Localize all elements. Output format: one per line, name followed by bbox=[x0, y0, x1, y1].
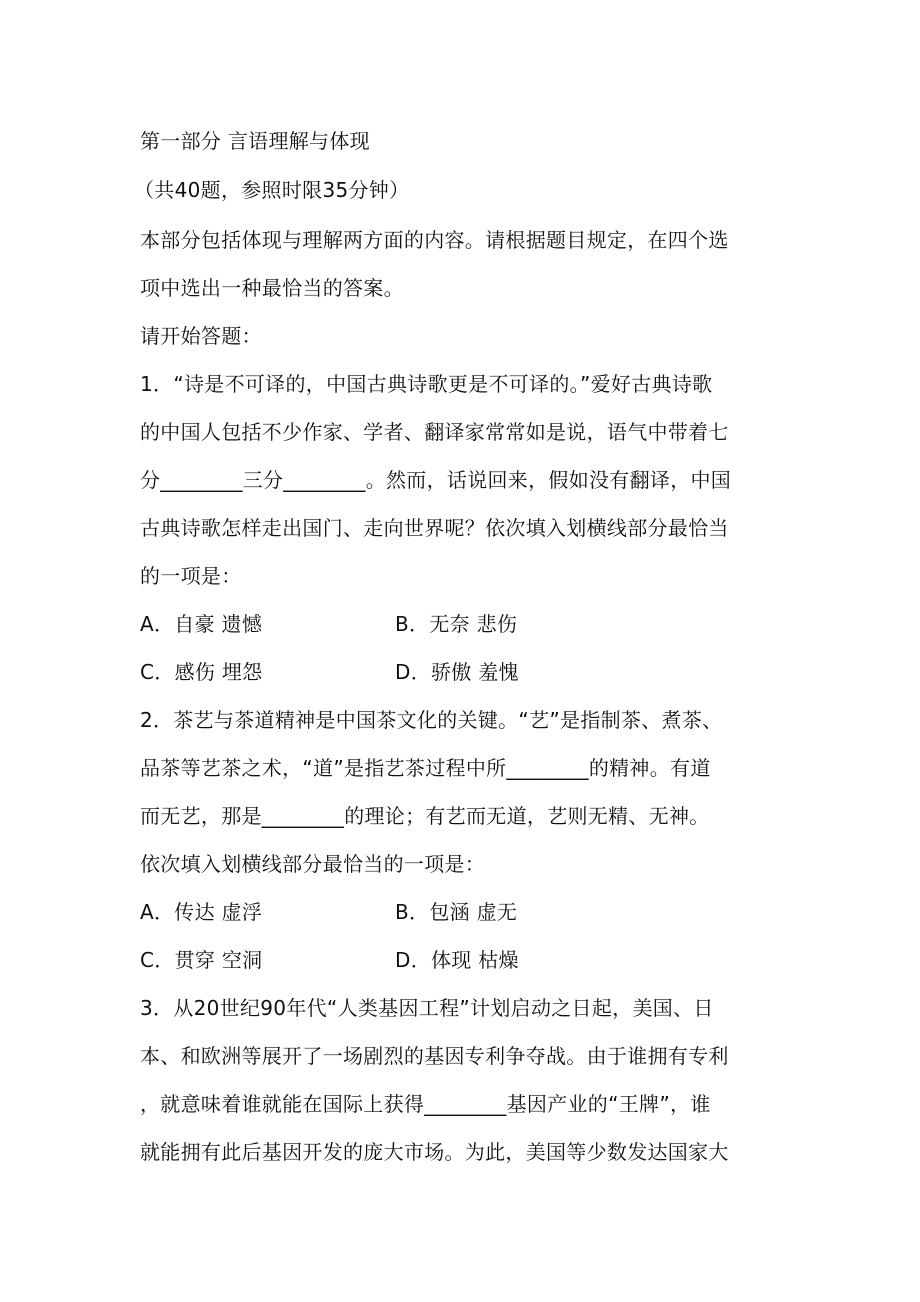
intro-line-1: 本部分包括体现与理解两方面的内容。请根据题目规定，在四个选 bbox=[140, 228, 729, 252]
start-prompt: 请开始答题： bbox=[140, 324, 262, 348]
q1-option-c: C．感伤 埋怨 bbox=[140, 660, 263, 684]
q3-line-1: 3．从20世纪90年代“人类基因工程”计划启动之日起，美国、日 bbox=[140, 996, 714, 1020]
q1-line-1: 1．“诗是不可译的，中国古典诗歌更是不可译的。”爱好古典诗歌 bbox=[140, 372, 713, 396]
q2-option-a: A．传达 虚浮 bbox=[140, 900, 263, 924]
q2-option-b: B．包涵 虚无 bbox=[395, 900, 518, 924]
q1-line-5: 的一项是： bbox=[140, 564, 242, 588]
q2-line-3: 而无艺，那是________的理论；有艺而无道，艺则无精、无神。 bbox=[140, 804, 710, 828]
q1-line-2: 的中国人包括不少作家、学者、翻译家常常如是说，语气中带着七 bbox=[140, 420, 729, 444]
q1-option-d: D．骄傲 羞愧 bbox=[395, 660, 519, 684]
q3-line-2: 本、和欧洲等展开了一场剧烈的基因专利争夺战。由于谁拥有专利 bbox=[140, 1044, 729, 1068]
q1-line-3: 分________三分________。然而，话说回来，假如没有翻译，中国 bbox=[140, 468, 732, 492]
section-title: 第一部分 言语理解与体现 bbox=[140, 129, 370, 153]
q3-line-4: 就能拥有此后基因开发的庞大市场。为此，美国等少数发达国家大 bbox=[140, 1140, 729, 1164]
q3-line-3: ，就意味着谁就能在国际上获得________基因产业的“王牌”，谁 bbox=[140, 1092, 711, 1116]
q2-option-c: C．贯穿 空洞 bbox=[140, 948, 263, 972]
intro-line-2: 项中选出一种最恰当的答案。 bbox=[140, 276, 404, 300]
q2-line-1: 2．茶艺与茶道精神是中国茶文化的关键。“艺”是指制茶、煮茶、 bbox=[140, 708, 723, 732]
q1-line-4: 古典诗歌怎样走出国门、走向世界呢？依次填入划横线部分最恰当 bbox=[140, 516, 729, 540]
section-subtitle: （共40题，参照时限35分钟） bbox=[134, 178, 410, 202]
q2-line-2: 品茶等艺茶之术，“道”是指艺茶过程中所________的精神。有道 bbox=[140, 756, 711, 780]
q2-line-4: 依次填入划横线部分最恰当的一项是： bbox=[140, 852, 486, 876]
q1-option-a: A．自豪 遗憾 bbox=[140, 612, 263, 636]
q2-option-d: D．体现 枯燥 bbox=[395, 948, 519, 972]
q1-option-b: B．无奈 悲伤 bbox=[395, 612, 518, 636]
